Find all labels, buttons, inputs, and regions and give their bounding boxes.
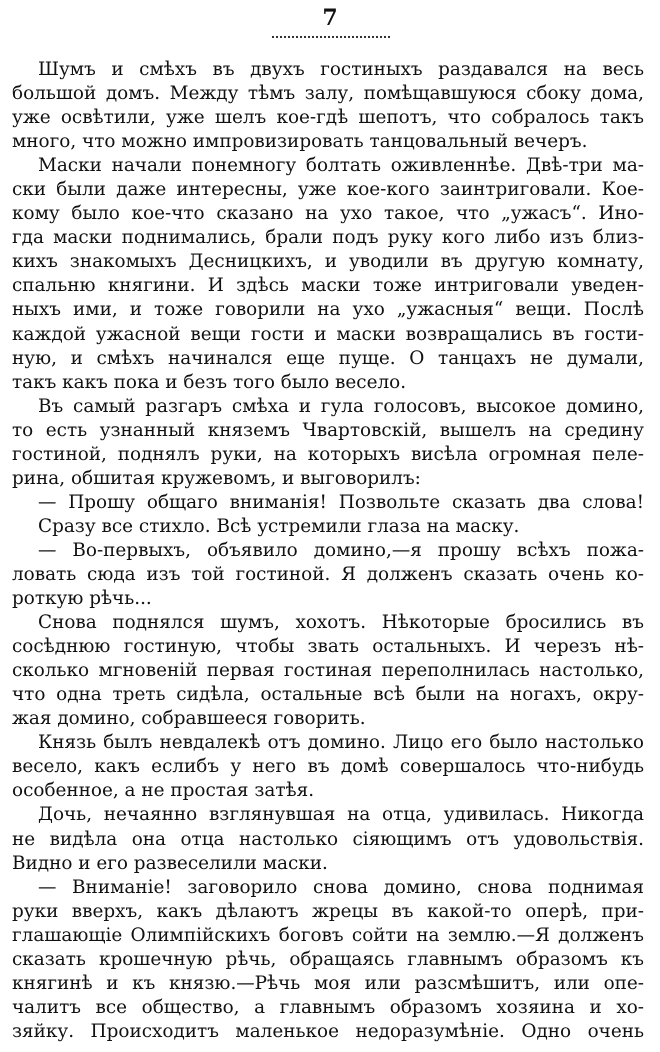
- body-text: [12, 58, 644, 1044]
- text-line: Сразу все стихло. Всѣ устремили глаза на маску.: [38, 515, 520, 537]
- text-line: большой домъ. Между тѣмъ залу, помѣщавшуюся сбоку дома,: [12, 83, 644, 105]
- text-line: чалитъ все общество, а главнымъ образомъ хозяина и хо-: [12, 996, 644, 1018]
- text-line: спальню княгини. И здѣсь маски тоже интриговали уведен-: [12, 275, 644, 297]
- text-line: княгинѣ и къ князю.—Рѣчь моя или разсмѣшитъ, или опе-: [12, 972, 644, 994]
- text-line: роткую рѣчь...: [12, 588, 152, 610]
- text-line: сколько мгновеній первая гостиная переполнилась настолько,: [12, 660, 644, 682]
- text-line: глашающіе Олимпійскихъ боговъ сойти на землю.—Я долженъ: [12, 924, 644, 946]
- page-number-rule: [272, 36, 390, 38]
- text-line: что одна треть сидѣла, остальные всѣ были на ногахъ, окру-: [12, 684, 644, 706]
- text-line: кихъ знакомыхъ Десницкихъ, и уводили въ другую комнату,: [12, 251, 644, 273]
- text-line: Шумъ и смѣхъ въ двухъ гостиныхъ раздавался на весь: [38, 59, 644, 80]
- text-line: рина, обшитая кружевомъ, и выговорилъ:: [12, 467, 421, 489]
- text-line: Снова поднялся шумъ, хохотъ. Нѣкоторые бросились въ: [38, 612, 644, 634]
- text-line: такъ какъ пока и безъ того было весело.: [12, 371, 407, 393]
- text-line: ныхъ ими, и тоже говорили на ухо „ужасныя“ вещи. Послѣ: [12, 299, 644, 321]
- text-line: уже освѣтили, уже шелъ кое-гдѣ шепотъ, что собралось такъ: [12, 107, 644, 129]
- text-line: Видно и его развеселили маски.: [12, 852, 328, 874]
- text-line: каждой ужасной вещи гости и маски возвращались въ гости-: [12, 323, 644, 345]
- text-line: — Вниманіе! заговорило снова домино, снова поднимая: [38, 876, 644, 898]
- page-number: 7: [322, 5, 338, 31]
- text-line: гостиной, поднялъ руки, на которыхъ висѣла огромная пеле-: [12, 443, 644, 465]
- text-line: кому было кое-что сказано на ухо такое, что „ужасъ“. Ино-: [12, 203, 644, 225]
- text-line: зяйку. Происходитъ маленькое недоразумѣніе. Одно очень: [12, 1020, 644, 1042]
- text-line: Князь былъ невдалекѣ отъ домино. Лицо его было настолько: [38, 732, 644, 754]
- text-line: — Прошу общаго вниманія! Позвольте сказать два слова!: [38, 491, 644, 513]
- text-line: то есть узнанный княземъ Чвартовскій, вышелъ на средину: [12, 419, 644, 441]
- text-line: гда маски поднимались, брали подъ руку кого либо изъ близ-: [12, 227, 644, 249]
- text-line: ную, и смѣхъ начинался еще пуще. О танцахъ не думали,: [12, 347, 644, 369]
- text-line: сказать крошечную рѣчь, обращаясь главнымъ образомъ къ: [12, 948, 644, 970]
- text-line: Дочь, нечаянно взглянувшая на отца, удивилась. Никогда: [38, 804, 644, 826]
- text-line: сосѣднюю гостиную, чтобы звать остальныхъ. И черезъ нѣ-: [12, 636, 644, 658]
- text-line: весело, какъ еслибъ у него въ домѣ совершалось что-нибудь: [12, 756, 644, 778]
- text-line: ски были даже интересны, уже кое-кого заинтриговали. Кое-: [12, 179, 644, 201]
- text-line: руки вверхъ, какъ дѣлаютъ жрецы въ какой-то оперѣ, при-: [12, 900, 644, 922]
- text-line: Маски начали понемногу болтать оживленнѣе. Двѣ-три ма-: [38, 155, 644, 177]
- text-line: Въ самый разгаръ смѣха и гула голосовъ, высокое домино,: [38, 395, 644, 417]
- text-line: много, что можно импровизировать танцовальный вечеръ.: [12, 131, 588, 153]
- text-line: ловать сюда изъ той гостиной. Я долженъ сказать очень ко-: [12, 563, 644, 585]
- text-line: особенное, а не простая затѣя.: [12, 780, 315, 802]
- text-line: жая домино, собравшееся говорить.: [12, 708, 366, 730]
- text-line: не видѣла она отца настолько сіяющимъ отъ удовольствія.: [12, 828, 644, 850]
- text-line: — Во-первыхъ, объявило домино,—я прошу всѣхъ пожа-: [38, 539, 644, 561]
